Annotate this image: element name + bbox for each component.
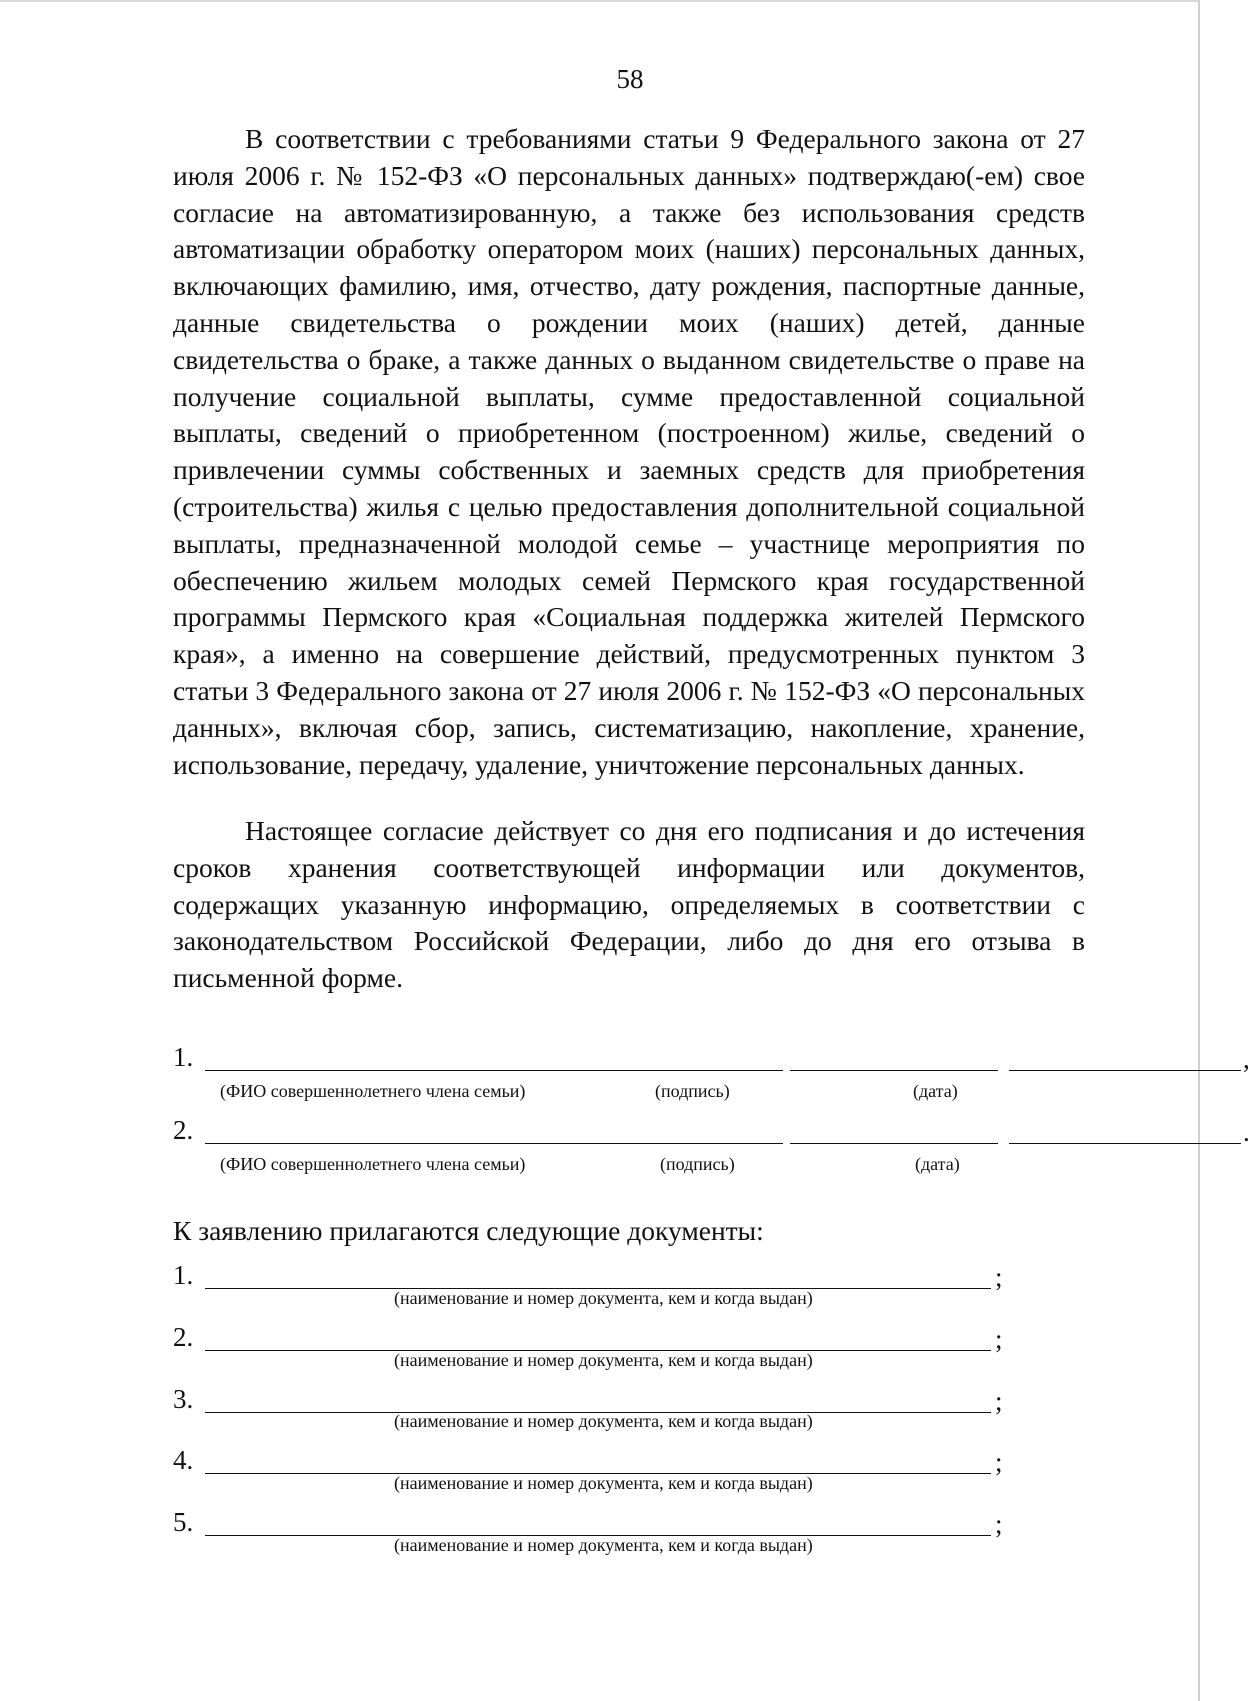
document-caption: (наименование и номер документа, кем и когда выдан) [394,1350,813,1370]
document-caption: (наименование и номер документа, кем и когда выдан) [394,1535,813,1555]
signature-end-mark: , [1243,1044,1250,1074]
document-number: 3. [173,1384,194,1414]
document-number: 2. [173,1322,194,1352]
signature-field-line[interactable] [790,1070,998,1071]
document-caption: (наименование и номер документа, кем и когда выдан) [394,1288,813,1308]
signature-number: 1. [173,1042,194,1072]
scan-edge-top [0,0,1200,2]
document-end-mark: ; [995,1386,1003,1416]
attachments-header: К заявлению прилагаются следующие документы: [173,1215,764,1246]
sign-caption: (подпись) [655,1081,730,1101]
consent-paragraph: В соответствии с требованиями статьи 9 Федерального закона от 27 июля 2006 г. № 152-ФЗ «О персональных данных» подтверждаю(-ем) свое согласие на автоматизированную, а также без использования средств автоматизации обработку оператором моих (наших) персональных данных, включающих фамилию, имя, отчество, дату рождения, паспортные данные, данные свидетельства о рождении моих (наших) детей, данные свидетельства о браке, а также данных о выданном свидетельстве о праве на получение социальной выплаты, сумме предоставленной социальной выплаты, сведений о приобретенном (построенном) жилье, сведений о привлечении суммы собственных и заемных средств для приобретения (строительства) жилья с целью предоставления дополнительной социальной выплаты, предназначенной молодой семье – участнице мероприятия по обеспечению жильем молодых семей Пермского края государственной программы Пермского края «Социальная поддержка жителей Пермского края», а именно на совершение действий, предусмотренных пунктом 3 статьи 3 Федерального закона от 27 июля 2006 г. № 152-ФЗ «О персональных данных», включая сбор, запись, систематизацию, накопление, хранение, использование, передачу, удаление, уничтожение персональных данных. [173,123,1085,780]
document-caption: (наименование и номер документа, кем и когда выдан) [394,1411,813,1431]
name-caption: (ФИО совершеннолетнего члена семьи) [220,1154,526,1174]
document-end-mark: ; [995,1324,1003,1354]
signature-row-1 [173,1037,1250,1077]
validity-paragraph: Настоящее согласие действует со дня его подписания и до истечения сроков хранения соответствующей информации или документов, содержащих указанную информацию, определяемых в соответствии с законодательством Российской Федерации, либо до дня его отзыва в письменной форме. [173,815,1085,994]
signature-number: 2. [173,1115,194,1145]
signature-field-line[interactable] [790,1143,998,1144]
name-caption: (ФИО совершеннолетнего члена семьи) [220,1081,526,1101]
document-caption: (наименование и номер документа, кем и когда выдан) [394,1473,813,1493]
scan-edge-right [1198,0,1200,1701]
document-end-mark: ; [995,1447,1003,1477]
page-number: 58 [616,64,644,94]
date-field-line[interactable] [1009,1070,1241,1071]
name-field-line[interactable] [205,1143,783,1144]
date-field-line[interactable] [1009,1143,1241,1144]
document-end-mark: ; [995,1509,1003,1539]
signature-row-2 [173,1110,1250,1150]
sign-caption: (подпись) [660,1154,735,1174]
document-number: 4. [173,1445,194,1475]
signature-end-mark: . [1243,1117,1250,1147]
document-end-mark: ; [995,1262,1003,1292]
date-caption: (дата) [915,1154,960,1174]
date-caption: (дата) [913,1081,958,1101]
document-number: 5. [173,1507,194,1537]
name-field-line[interactable] [205,1070,783,1071]
document-number: 1. [173,1260,194,1290]
